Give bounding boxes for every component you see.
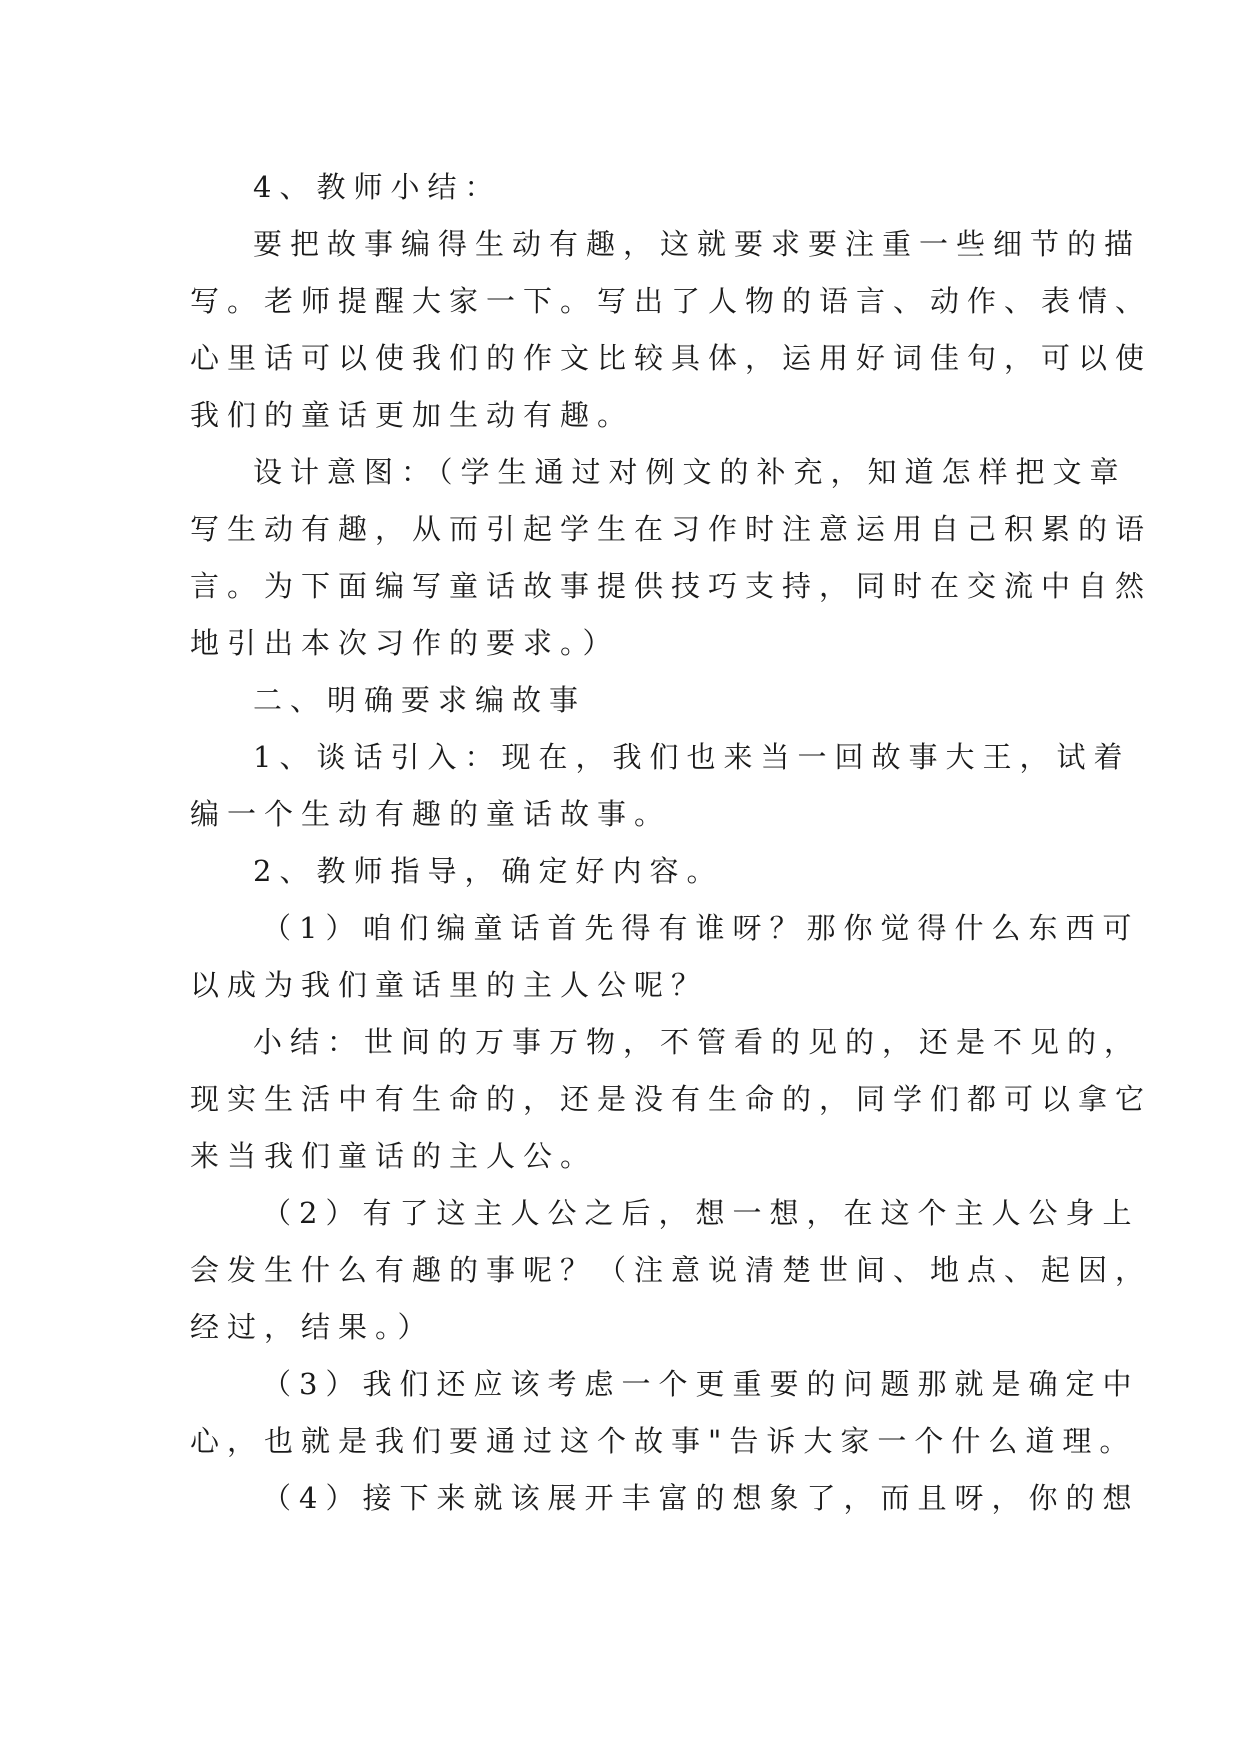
text-line: （1）咱们编童话首先得有谁呀？那你觉得什么东西可 — [262, 911, 1140, 945]
text-line: 设计意图：（学生通过对例文的补充，知道怎样把文章 — [253, 455, 1127, 489]
text-line: 2、教师指导，确定好内容。 — [253, 854, 724, 888]
text-line: 写生动有趣，从而引起学生在习作时注意运用自己积累的语 — [190, 512, 1153, 546]
text-line: 编一个生动有趣的童话故事。 — [190, 797, 672, 831]
text-line: 以成为我们童话里的主人公呢？ — [190, 968, 709, 1002]
text-line: 小结：世间的万事万物，不管看的见的，还是不见的， — [253, 1025, 1142, 1059]
text-line: 心，也就是我们要通过这个故事"告诉大家一个什么道理。 — [190, 1424, 1137, 1458]
text-line: （3）我们还应该考虑一个更重要的问题那就是确定中 — [262, 1367, 1140, 1401]
text-line: 我们的童话更加生动有趣。 — [190, 398, 635, 432]
text-line: 要把故事编得生动有趣，这就要求要注重一些细节的描 — [253, 227, 1142, 261]
text-line: 写。老师提醒大家一下。写出了人物的语言、动作、表情、 — [190, 284, 1153, 318]
text-line: 现实生活中有生命的，还是没有生命的，同学们都可以拿它 — [190, 1082, 1153, 1116]
text-line: （2）有了这主人公之后，想一想，在这个主人公身上 — [262, 1196, 1140, 1230]
text-line: 来当我们童话的主人公。 — [190, 1139, 598, 1173]
section-heading: 二、明确要求编故事 — [253, 683, 587, 717]
text-line: 言。为下面编写童话故事提供技巧支持，同时在交流中自然 — [190, 569, 1153, 603]
text-line: 经过，结果。） — [190, 1310, 435, 1344]
text-line: 4、教师小结： — [253, 170, 502, 204]
text-line: 地引出本次习作的要求。） — [190, 626, 620, 660]
text-line: 心里话可以使我们的作文比较具体，运用好词佳句，可以使 — [190, 341, 1153, 375]
text-line: 会发生什么有趣的事呢？（注意说清楚世间、地点、起因， — [190, 1253, 1153, 1287]
text-line: 1、谈话引入：现在，我们也来当一回故事大王，试着 — [253, 740, 1131, 774]
text-line: （4）接下来就该展开丰富的想象了，而且呀，你的想 — [262, 1481, 1140, 1515]
